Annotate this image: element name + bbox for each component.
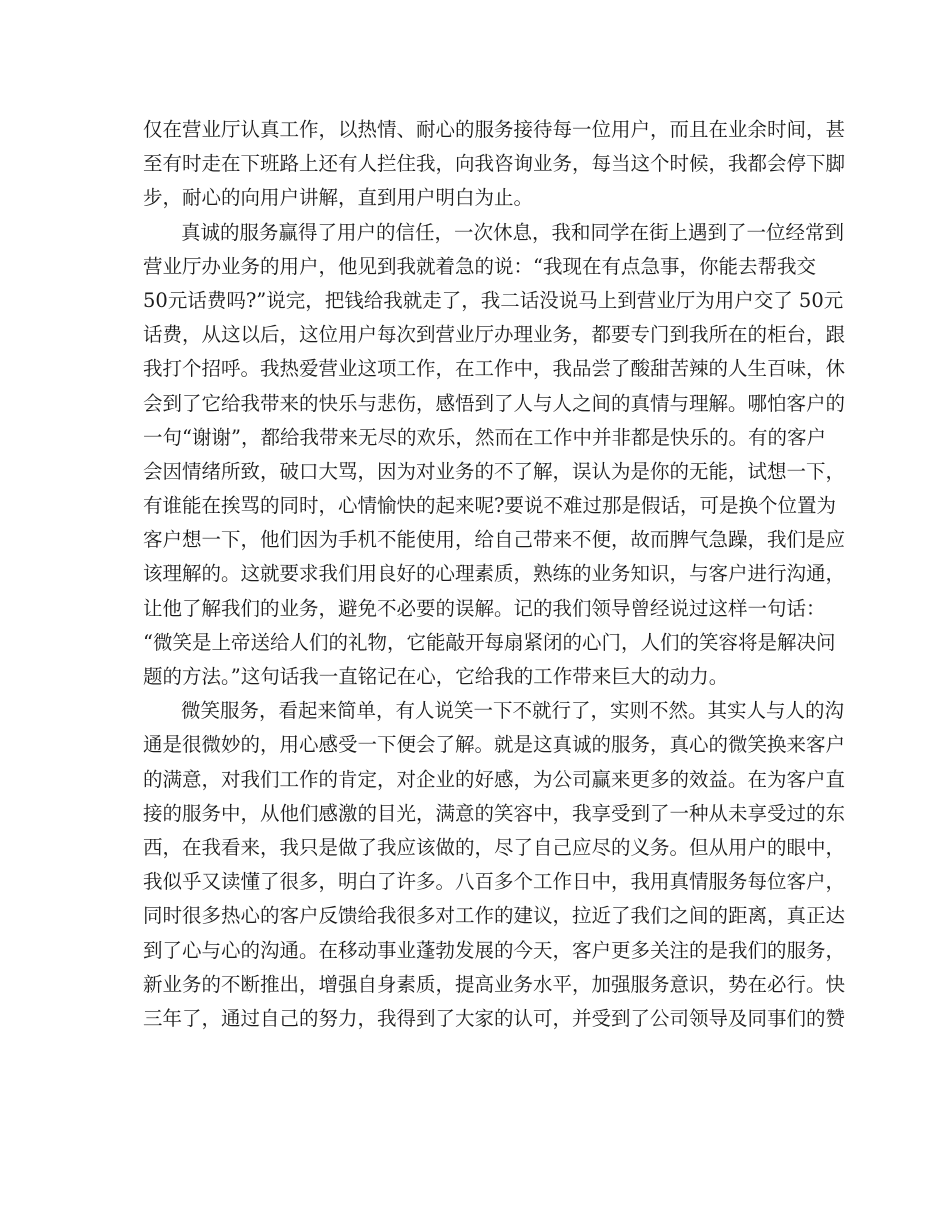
- text-line: 通是很微妙的，用心感受一下便会了解。就是这真诚的服务，真心的微笑换来客户: [143, 733, 846, 757]
- text-line: 步，耐心的向用户讲解，直到用户明白为止。: [143, 186, 534, 210]
- text-line: 50元话费吗?”说完，把钱给我就走了，我二话没说马上到营业厅为用户交了 50元: [143, 288, 844, 312]
- text-line: 的满意，对我们工作的肯定，对企业的好感，为公司赢来更多的效益。在为客户直: [143, 767, 846, 791]
- text-line: 新业务的不断推出，增强自身素质，提高业务水平，加强服务意识，势在必行。快: [143, 972, 846, 996]
- text-line: 接的服务中，从他们感激的目光，满意的笑容中，我享受到了一种从未享受过的东: [143, 801, 846, 825]
- text-line: 客户想一下，他们因为手机不能使用，给自己带来不便，故而脾气急躁，我们是应: [143, 528, 846, 552]
- text-line: 我打个招呼。我热爱营业这项工作，在工作中，我品尝了酸甜苦辣的人生百味，休: [143, 357, 846, 381]
- text-line: 一句“谢谢”，都给我带来无尽的欢乐，然而在工作中并非都是快乐的。有的客户: [143, 425, 826, 449]
- text-line: 西，在我看来，我只是做了我应该做的，尽了自己应尽的义务。但从用户的眼中，: [143, 835, 846, 859]
- text-line: “微笑是上帝送给人们的礼物，它能敲开每扇紧闭的心门，人们的笑容将是解决问: [143, 630, 836, 654]
- text-line: 微笑服务，看起来简单，有人说笑一下不就行了，实则不然。其实人与人的沟: [181, 699, 845, 723]
- body-text: [143, 113, 846, 1036]
- text-line: 到了心与心的沟通。在移动事业蓬勃发展的今天，客户更多关注的是我们的服务，: [143, 938, 846, 962]
- text-line: 营业厅办业务的用户，他见到我就着急的说：“我现在有点急事，你能去帮我交: [143, 254, 816, 278]
- text-line: 让他了解我们的业务，避免不必要的误解。记的我们领导曾经说过这样一句话：: [143, 596, 826, 620]
- text-line: 会因情绪所致，破口大骂，因为对业务的不了解，误认为是你的无能，试想一下，: [143, 459, 846, 483]
- text-line: 三年了，通过自己的努力，我得到了大家的认可，并受到了公司领导及同事们的赞: [143, 1006, 846, 1030]
- text-line: 仅在营业厅认真工作，以热情、耐心的服务接待每一位用户，而且在业余时间，甚: [143, 118, 846, 141]
- text-line: 题的方法。”这句话我一直铭记在心，它给我的工作带来巨大的动力。: [143, 665, 729, 688]
- text-line: 真诚的服务赢得了用户的信任，一次休息，我和同学在街上遇到了一位经常到: [181, 220, 845, 244]
- text-line: 会到了它给我带来的快乐与悲伤，感悟到了人与人之间的真情与理解。哪怕客户的: [143, 391, 846, 415]
- text-line: 同时很多热心的客户反馈给我很多对工作的建议，拉近了我们之间的距离，真正达: [143, 904, 846, 928]
- text-line: 该理解的。这就要求我们用良好的心理素质，熟练的业务知识，与客户进行沟通，: [143, 562, 846, 586]
- text-line: 有谁能在挨骂的同时，心情愉快的起来呢?要说不难过那是假话，可是换个位置为: [143, 494, 836, 518]
- text-line: 至有时走在下班路上还有人拦住我，向我咨询业务，每当这个时候，我都会停下脚: [143, 152, 846, 176]
- text-line: 话费，从这以后，这位用户每次到营业厅办理业务，都要专门到我所在的柜台，跟: [143, 323, 846, 347]
- text-line: 我似乎又读懂了很多，明白了许多。八百多个工作日中，我用真情服务每位客户，: [143, 870, 846, 894]
